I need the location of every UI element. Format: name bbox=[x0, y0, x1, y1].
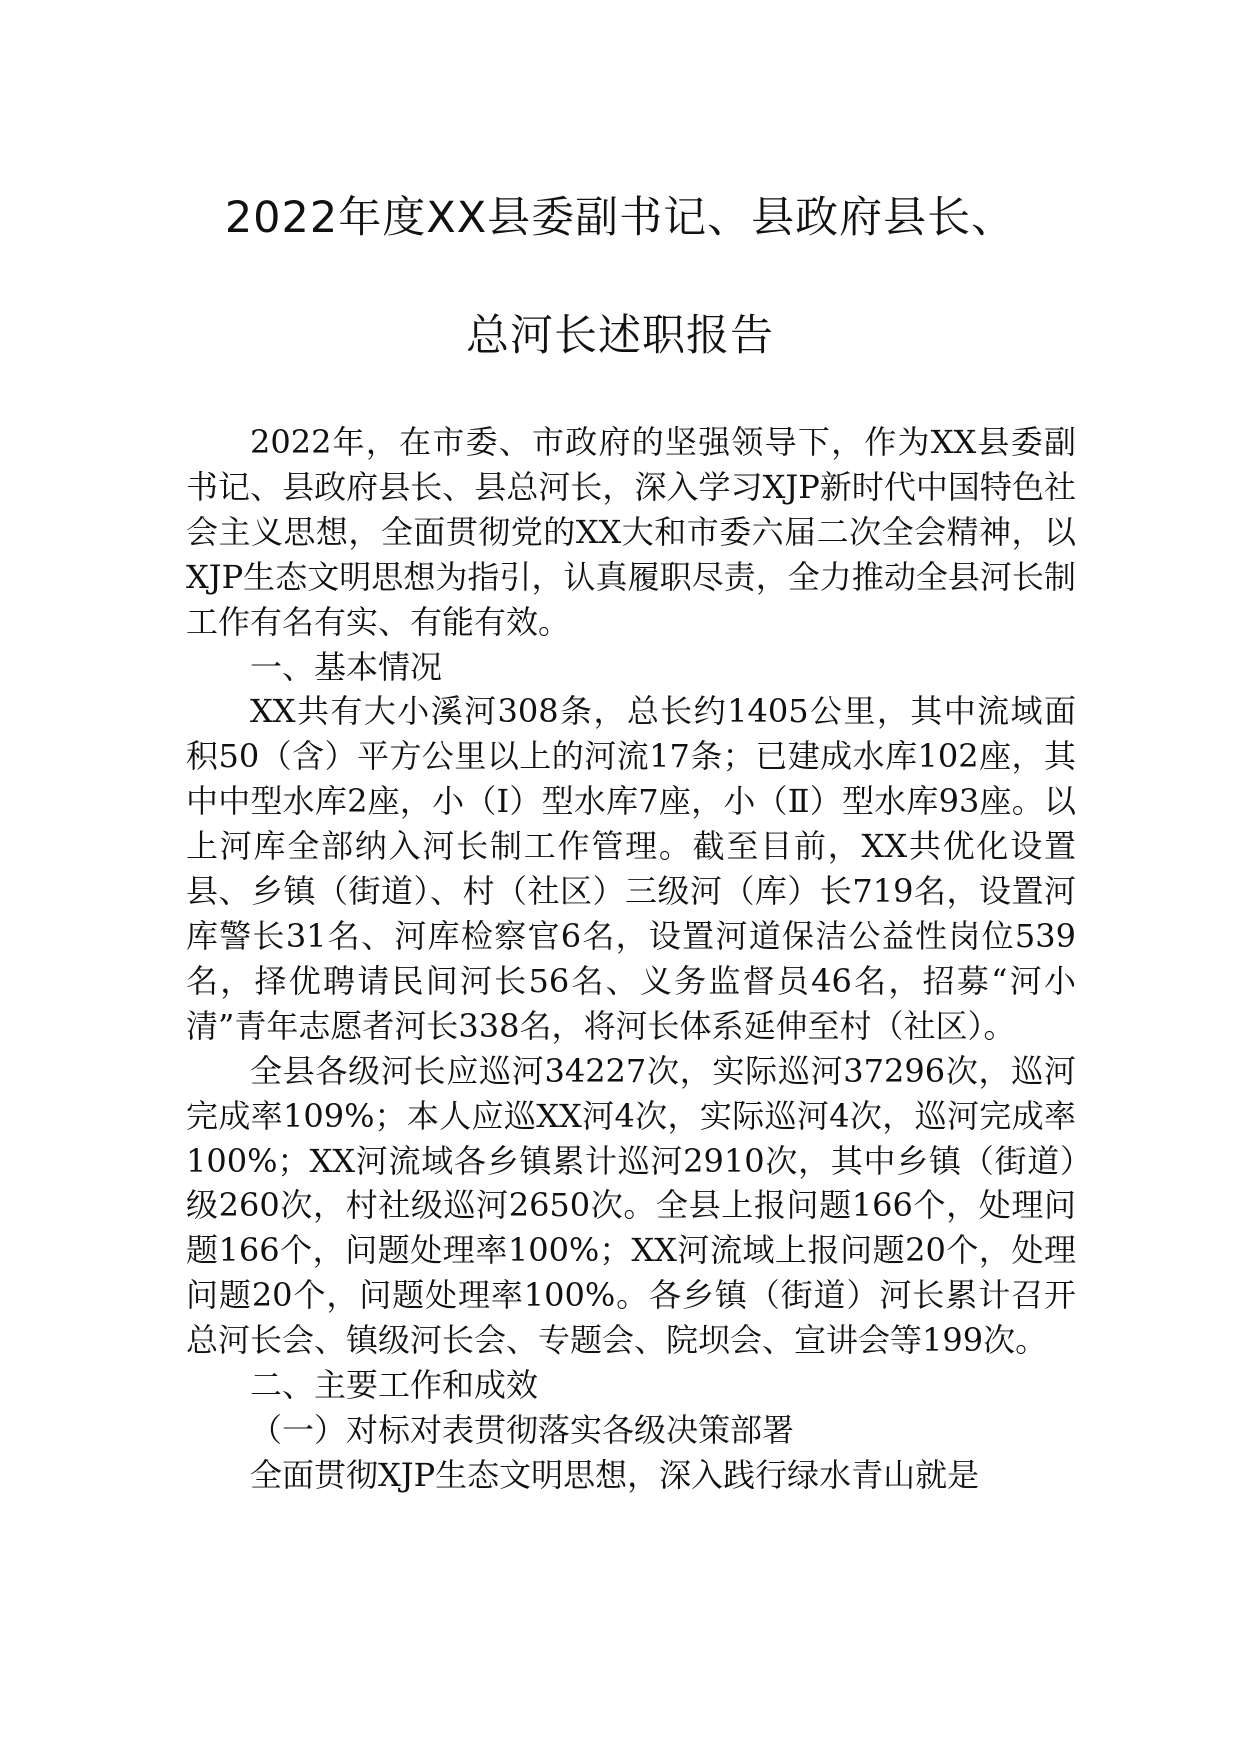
document-body bbox=[186, 420, 1076, 1498]
subsection-heading-1: （一）对标对表贯彻落实各级决策部署 bbox=[250, 1410, 795, 1449]
document-title-line-1: 2022年度XX县委副书记、县政府县长、 bbox=[224, 193, 1016, 243]
section-heading-main-work: 二、主要工作和成效 bbox=[250, 1366, 539, 1405]
section-heading-basic: 一、基本情况 bbox=[250, 647, 443, 686]
document-title-line-2: 总河长述职报告 bbox=[466, 311, 774, 361]
patrol-stats-paragraph: 全县各级河长应巡河34227次，实际巡河37296次，巡河完成率109%；本人应巡XX河4次，实际巡河4次，巡河完成率100%；XX河流域各乡镇累计巡河2910次，其中乡镇（街道）级260次，村社级巡河2650次。全县上报问题166个，处理问题166个，问题处理率100%；XX河流域上报问题20个，处理问题20个，问题处理率100%。各乡镇（街道）河长累计召开总河长会、镇级河长会、专题会、院坝会、宣讲会等199次。 bbox=[186, 1051, 1076, 1360]
subsection-paragraph-1: 全面贯彻XJP生态文明思想，深入践行绿水青山就是 bbox=[250, 1455, 980, 1494]
basic-info-paragraph: XX共有大小溪河308条，总长约1405公里，其中流域面积50（含）平方公里以上的河流17条；已建成水库102座，其中中型水库2座，小（Ⅰ）型水库7座，小（Ⅱ）型水库93座。以上河库全部纳入河长制工作管理。截至目前，XX共优化设置县、乡镇（街道）、村（社区）三级河（库）长719名，设置河库警长31名、河库检察官6名，设置河道保洁公益性岗位539名，择优聘请民间河长56名、义务监督员46名，招募“河小清”青年志愿者河长338名，将河长体系延伸至村（社区）。 bbox=[186, 692, 1076, 1045]
intro-paragraph: 2022年，在市委、市政府的坚强领导下，作为XX县委副书记、县政府县长、县总河长，深入学习XJP新时代中国特色社会主义思想，全面贯彻党的XX大和市委六届二次全会精神，以XJP生态文明思想为指引，认真履职尽责，全力推动全县河长制工作有名有实、有能有效。 bbox=[186, 423, 1076, 641]
